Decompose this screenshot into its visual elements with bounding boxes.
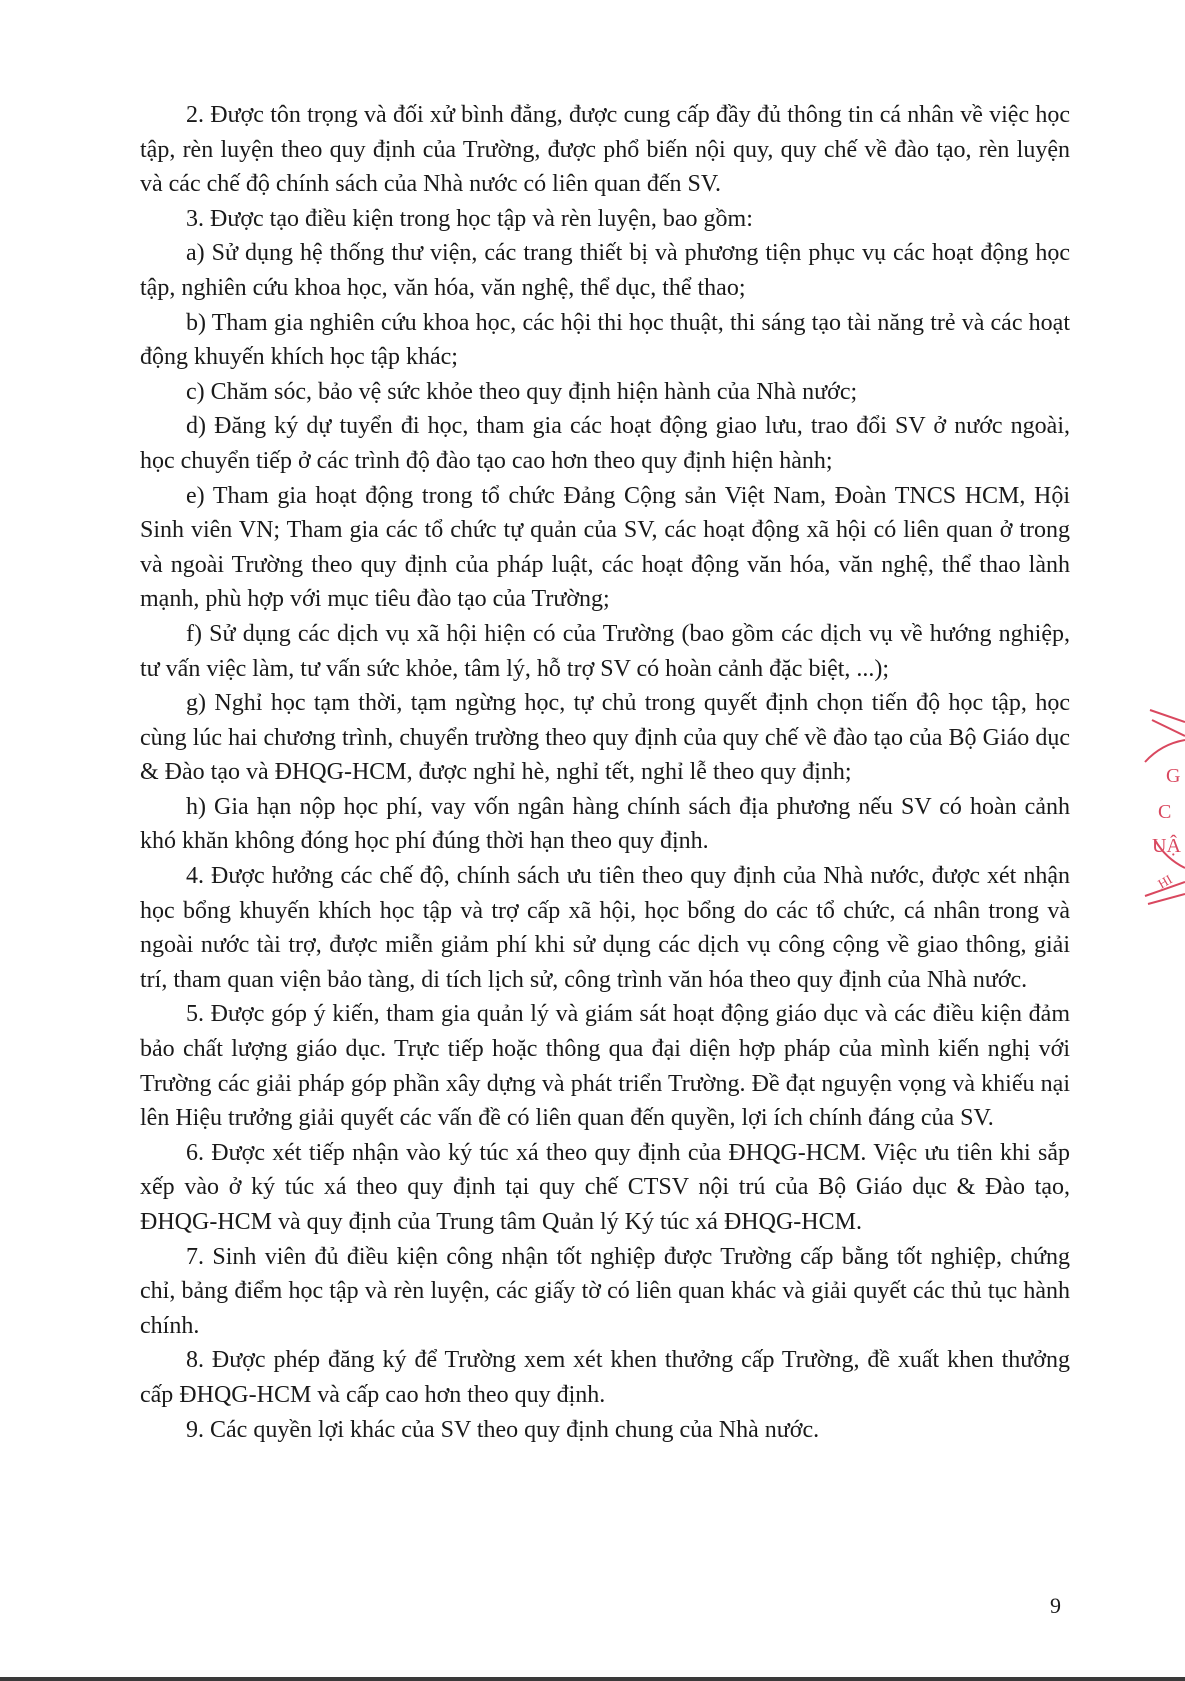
page-bottom-edge	[0, 1677, 1185, 1681]
paragraph-9: 9. Các quyền lợi khác của SV theo quy định chung của Nhà nước.	[186, 1416, 820, 1443]
paragraph-7: 7. Sinh viên đủ điều kiện công nhận tốt nghiệp được Trường cấp bằng tốt nghiệp, chứng chỉ, bảng điểm học tập và rèn luyện, các giấy tờ có liên quan khác và giải quyết các thủ tục hành chính.	[140, 1243, 1070, 1339]
paragraph-3d: d) Đăng ký dự tuyển đi học, tham gia các hoạt động giao lưu, trao đổi SV ở nước ngoài, học chuyển tiếp ở các trình độ đào tạo cao hơn theo quy định hiện hành;	[140, 413, 1070, 474]
seal-text-fragment: C	[1158, 801, 1172, 823]
seal-text-fragment: UẬ	[1152, 835, 1181, 857]
paragraph-3f: f) Sử dụng các dịch vụ xã hội hiện có của Trường (bao gồm các dịch vụ về hướng nghiệp, tư vấn việc làm, tư vấn sức khỏe, tâm lý, hỗ trợ SV có hoàn cảnh đặc biệt, ...);	[140, 620, 1070, 682]
seal-text-fragment: HI	[1155, 871, 1175, 892]
paragraph-5: 5. Được góp ý kiến, tham gia quản lý và giám sát hoạt động giáo dục và các điều kiện đảm bảo chất lượng giáo dục. Trực tiếp hoặc thông qua đại diện hợp pháp của mình kiến nghị với Trường các giải pháp góp phần xây dựng và phát triển Trường. Đề đạt nguyện vọng và khiếu nại lên Hiệu trưởng giải quyết các vấn đề có liên quan đến quyền, lợi ích chính đáng của SV.	[140, 1001, 1070, 1132]
paragraph-3c: c) Chăm sóc, bảo vệ sức khỏe theo quy định hiện hành của Nhà nước;	[186, 378, 858, 405]
body-text	[140, 98, 1070, 1447]
paragraph-4: 4. Được hưởng các chế độ, chính sách ưu tiên theo quy định của Nhà nước, được xét nhận học bổng khuyến khích học tập và trợ cấp xã hội, học bổng do các tổ chức, cá nhân trong và ngoài nước tài trợ, được miễn giảm phí khi sử dụng các dịch vụ công cộng về giao thông, giải trí, tham quan viện bảo tàng, di tích lịch sử, công trình văn hóa theo quy định của Nhà nước.	[140, 863, 1070, 993]
seal-stroke	[1150, 710, 1185, 722]
paragraph-3: 3. Được tạo điều kiện trong học tập và rèn luyện, bao gồm:	[186, 205, 753, 232]
seal-stroke	[1148, 894, 1185, 904]
paragraph-3h: h) Gia hạn nộp học phí, vay vốn ngân hàng chính sách địa phương nếu SV có hoàn cảnh khó khăn không đóng học phí đúng thời hạn theo quy định.	[140, 793, 1070, 855]
paragraph-3a: a) Sử dụng hệ thống thư viện, các trang thiết bị và phương tiện phục vụ các hoạt động học tập, nghiên cứu khoa học, văn hóa, văn nghệ, thể dục, thể thao;	[140, 240, 1070, 301]
paragraph-2: 2. Được tôn trọng và đối xử bình đẳng, được cung cấp đầy đủ thông tin cá nhân về việc học tập, rèn luyện theo quy định của Trường, được phổ biến nội quy, quy chế về đào tạo, rèn luyện và các chế độ chính sách của Nhà nước có liên quan đến SV.	[140, 102, 1070, 198]
paragraph-3e: e) Tham gia hoạt động trong tổ chức Đảng Cộng sản Việt Nam, Đoàn TNCS HCM, Hội Sinh viên VN; Tham gia các tổ chức tự quản của SV, các hoạt động xã hội có liên quan ở trong và ngoài Trường theo quy định của pháp luật, các hoạt động văn hóa, văn nghệ, thể thao lành mạnh, phù hợp với mục tiêu đào tạo của Trường;	[140, 482, 1070, 613]
page-number: 9	[1050, 1593, 1061, 1618]
seal-text-fragment: G	[1166, 765, 1181, 787]
paragraph-3b: b) Tham gia nghiên cứu khoa học, các hội thi học thuật, thi sáng tạo tài năng trẻ và các hoạt động khuyến khích học tập khác;	[140, 309, 1070, 371]
paragraph-8: 8. Được phép đăng ký để Trường xem xét khen thưởng cấp Trường, đề xuất khen thưởng cấp ĐHQG-HCM và cấp cao hơn theo quy định.	[140, 1347, 1070, 1408]
seal-stroke	[1152, 720, 1185, 736]
paragraph-6: 6. Được xét tiếp nhận vào ký túc xá theo quy định của ĐHQG-HCM. Việc ưu tiên khi sắp xếp vào ở ký túc xá theo quy định tại quy chế CTSV nội trú của Bộ Giáo dục & Đào tạo, ĐHQG-HCM và quy định của Trung tâm Quản lý Ký túc xá ĐHQG-HCM.	[140, 1139, 1070, 1235]
seal-arc	[1145, 740, 1185, 762]
red-seal-stamp	[1140, 700, 1185, 920]
paragraph-3g: g) Nghỉ học tạm thời, tạm ngừng học, tự chủ trong quyết định chọn tiến độ học tập, học cùng lúc hai chương trình, chuyển trường theo quy định của quy chế về đào tạo của Bộ Giáo dục & Đào tạo và ĐHQG-HCM, được nghỉ hè, nghỉ tết, nghỉ lễ theo quy định;	[140, 690, 1070, 786]
